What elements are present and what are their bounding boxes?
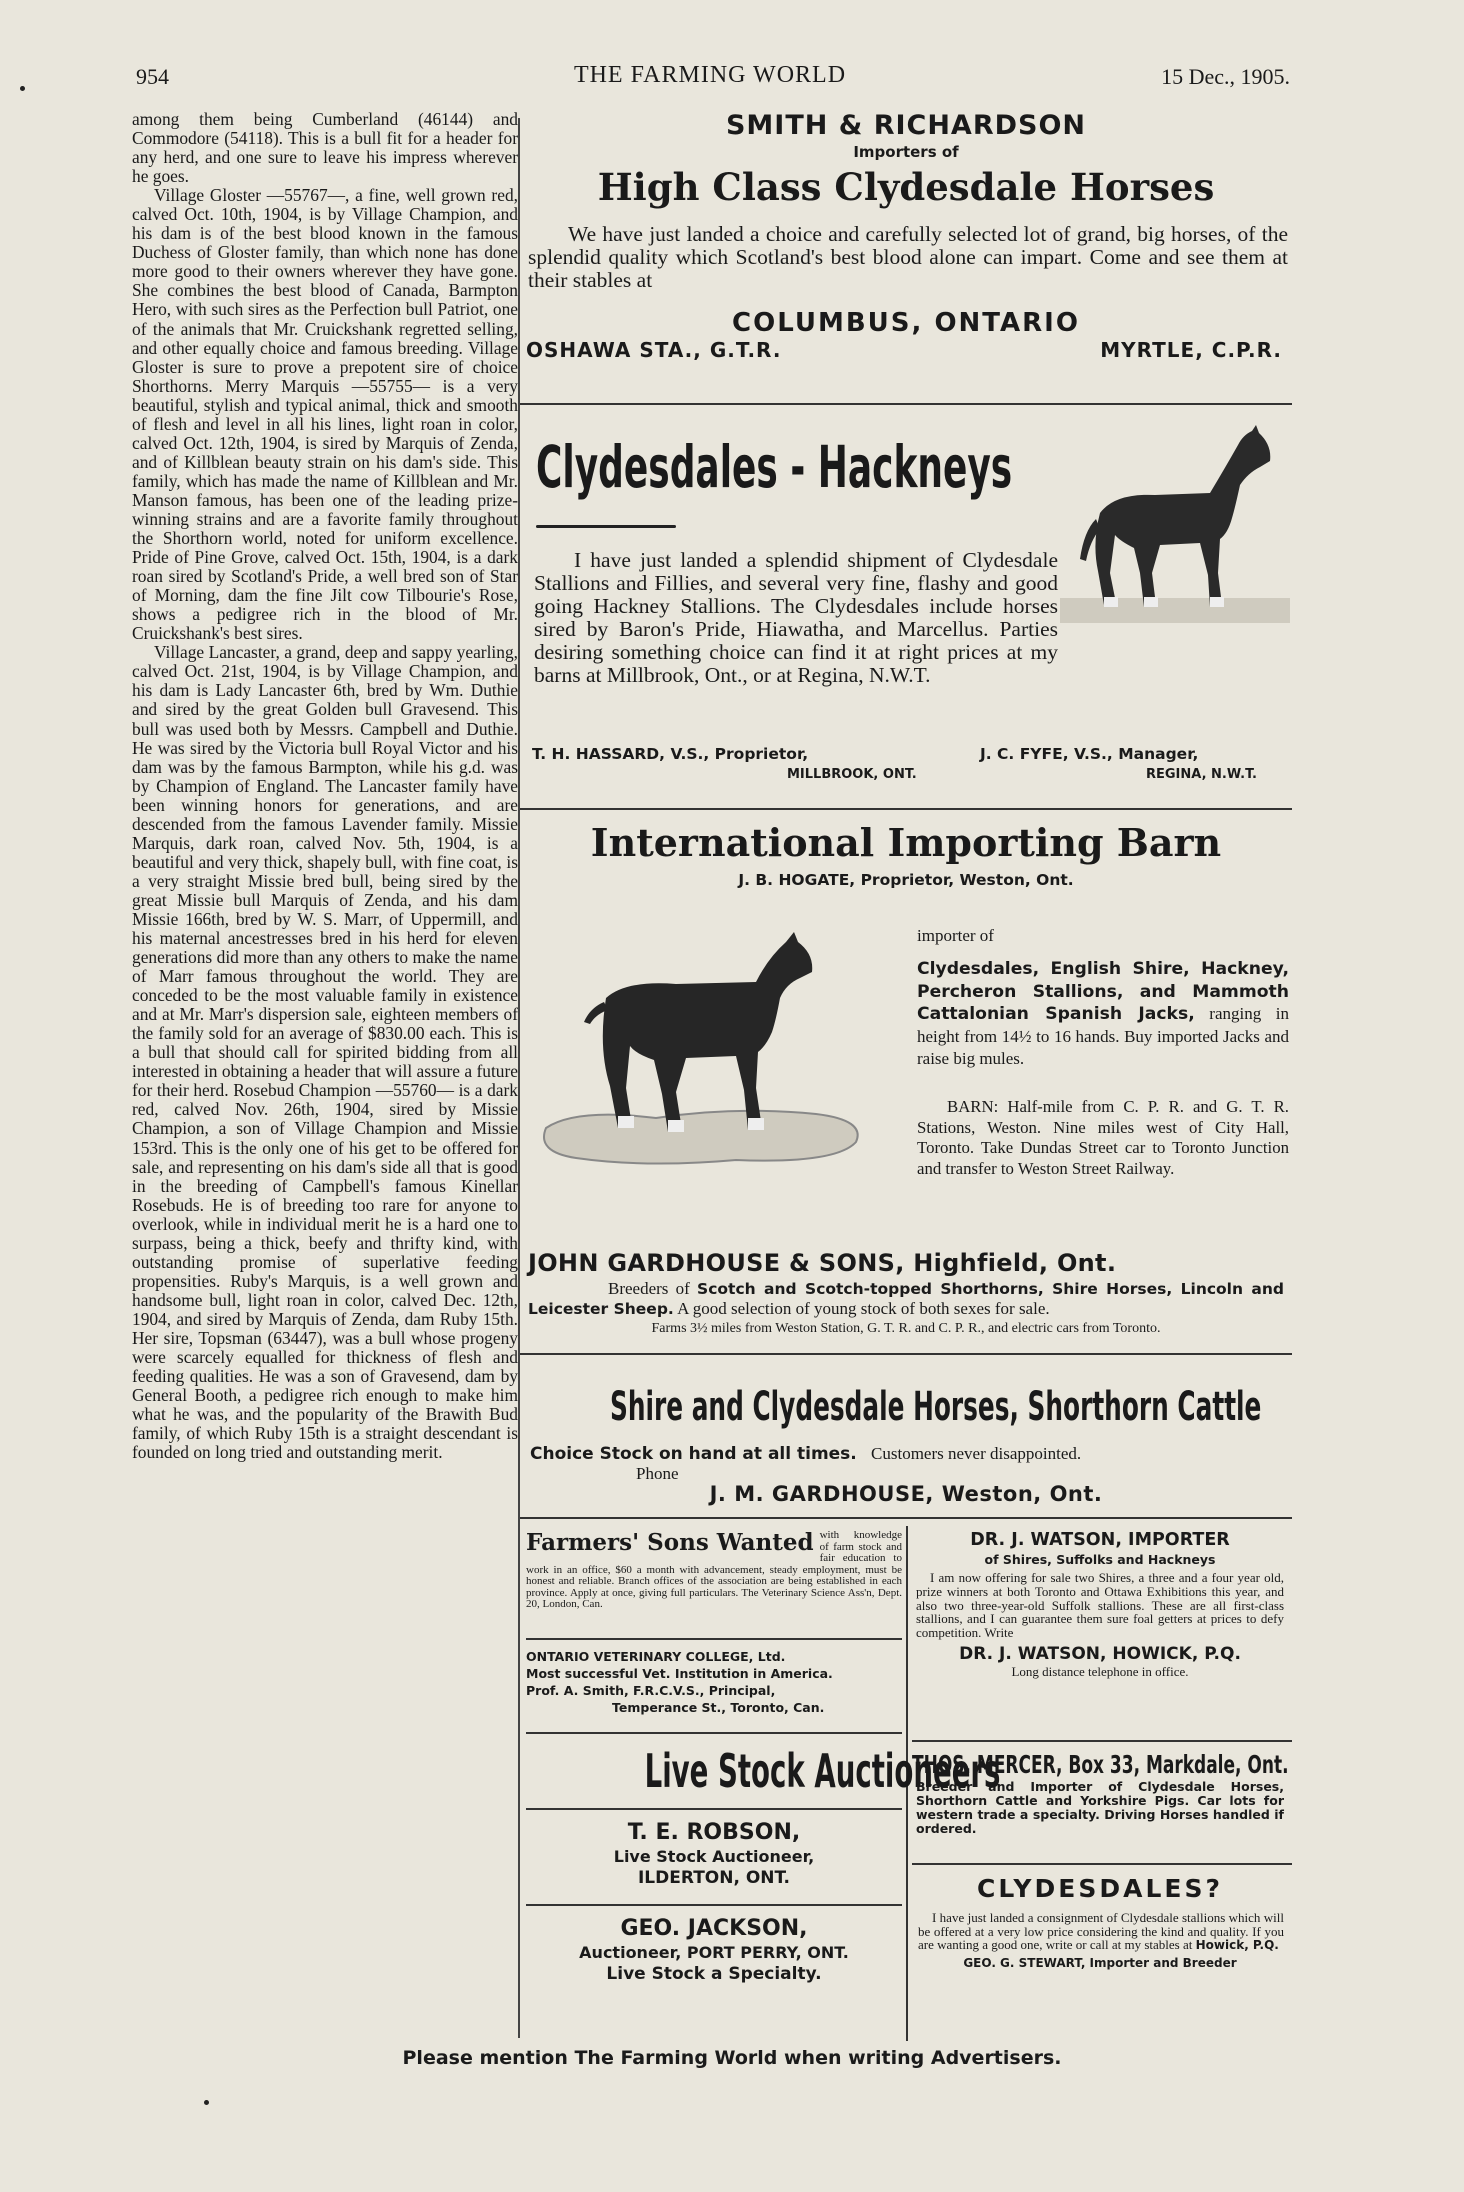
ad-headline: Farmers' Sons Wanted <box>526 1529 814 1556</box>
ad-body-top <box>534 549 1058 687</box>
college-name: ONTARIO VETERINARY COLLEGE, Ltd. <box>526 1649 786 1664</box>
page-header <box>130 60 1290 100</box>
ad-body: A good selection of young stock of both sexes for sale. <box>677 1299 1050 1318</box>
ad-divider <box>520 1353 1292 1355</box>
article-column <box>132 110 518 2045</box>
ad-body: Breeder and Importer of Clydesdale Horses, Shorthorn Cattle and Yorkshire Pigs. Car lots for western trade a specialty. Driving Horses handled if ordered. <box>916 1779 1284 1836</box>
robson-place: ILDERTON, ONT. <box>637 1868 790 1888</box>
robson-name: T. E. ROBSON, <box>627 1820 801 1845</box>
ad-headline: International Importing Barn <box>590 820 1222 865</box>
ad-divider <box>520 808 1292 810</box>
ad-station-left: OSHAWA STA., G.T.R. <box>526 338 782 362</box>
ad-headline: DR. J. WATSON, IMPORTER <box>970 1530 1230 1550</box>
jackson-specialty: Live Stock a Specialty. <box>606 1964 822 1984</box>
article-paragraph: Village Lancaster, a grand, deep and sappy yearling, calved Oct. 21st, 1904, is by Village Champion, and his dam is Lady Lancaster 6th, bred by Wm. Duthie and sired by the great Golden bull Gravesend. This bull was used both by Messrs. Campbell and Duthie. He was sired by the Victoria bull Royal Victor and his dam was by the famous Barmpton, while his g.d. was by Champion of England. The Lancaster family have been winning honors for generations, and are descended from the famous Lavender family. Missie Marquis, dark roan, calved Nov. 5th, 1904, is a beautiful and very thick, shapely bull, with fine coat, is a very straight Missie bred bull, being sired by the great Missie bull Marquis of Zenda, and his dam Missie 166th, bred by W. S. Marr, of Uppermill, and his maternal ancestresses bred in his herd for eleven generations did more than any others to make the name of Marr famous throughout the world. They are conceded to be the most valuable family in existence and at Mr. Marr's dispersion sale, eighteen members of the family sold for an average of $830.00 each. This is a bull that should call for spirited bidding from all interested in obtaining a header that will assure a future for their herd. Rosebud Champion —55760— is a dark red, calved Nov. 26th, 1904, sired by Missie Champion, a son of Village Champion and Missie 153rd. This is the only one of his get to be offered for sale, and representing on his dam's side all that is good in the breeding of Campbell's famous Kinellar Rosebuds. He is of breeding too rare for anyone to overlook, while in individual merit he is a hard one to surpass, being a thick, beefy and thrifty kind, with outstanding promise of superlative feeding propensities. Ruby's Marquis, is a well grown and handsome bull, light roan in color, calved Dec. 12th, 1904, and sired by Marquis of Zenda, dam Ruby 15th. Her sire, Topsman (63447), was a bull whose progeny were scarcely equalled for thickness of flesh and feeding qualities. He was a son of Gravesend, dam by General Booth, a pedigree rich enough to make him what he was, and the popularity of the Brawith Bud family, of which Ruby 15th is a straight descendant is founded on long tried and outstanding merit. <box>132 642 518 1463</box>
advertisement-column <box>520 108 1292 2048</box>
ad-divider <box>526 1904 902 1906</box>
ad-headline: JOHN GARDHOUSE & SONS, Highfield, Ont. <box>528 1249 1117 1277</box>
college-address: Temperance St., Toronto, Can. <box>612 1700 825 1715</box>
ad-headline: CLYDESDALES? <box>977 1874 1223 1903</box>
ad-body: I am now offering for sale two Shires, a three and a four year old, prize winners at both Toronto and Ottawa Exhibitions this year, and also two three-year-old Suffolk stallions. These are all first-class stallions, and I can guarantee them sure foal getters at prices to defy competition. Write <box>916 1570 1284 1641</box>
ad-name: DR. J. WATSON, HOWICK, P.Q. <box>959 1643 1241 1664</box>
robson-title: Live Stock Auctioneer, <box>613 1847 815 1866</box>
ad-proprietor: J. B. HOGATE, Proprietor, Weston, Ont. <box>738 871 1074 889</box>
ad-hogate-importing-barn <box>520 820 1292 1310</box>
jackson-place: Auctioneer, PORT PERRY, ONT. <box>579 1943 849 1962</box>
clydesdale-horse-illustration <box>1060 423 1290 633</box>
manager-place: REGINA, N.W.T. <box>1146 767 1257 782</box>
ad-place: Howick, P.Q. <box>1195 1938 1279 1952</box>
ad-divider <box>912 1740 1292 1742</box>
ad-name: J. M. GARDHOUSE, Weston, Ont. <box>709 1482 1103 1506</box>
ad-farmers-sons-wanted <box>526 1530 902 1611</box>
ad-divider <box>520 403 1292 405</box>
article-paragraph: Village Gloster —55767—, a fine, well grown red, calved Oct. 10th, 1904, is by Village Champion, and his dam is of the best blood known in the famous Duchess of Gloster family, than which none has done more good to their owners wherever they have gone. She combines the best blood of Canada, Barmpton Hero, with such sires as the Perfection bull Patriot, one of the animals that Mr. Cruickshank regretted selling, and other equally choice and famous breeding. Village Gloster is sure to prove a prepotent sire of choice Shorthorns. Merry Marquis —55755— is a very beautiful, stylish and typical animal, thick and smooth of flesh and level in all his lines, light roan in color, calved Oct. 12th, 1904, is sired by Marquis of Zenda, and of Killblean beauty strain on his dam's side. This family, which has made the name of Killblean and Mr. Manson famous, has been one of the leading prize-winning strains and are a favorite family throughout the Shorthorn world, noted for uniform excellence. Pride of Pine Grove, calved Oct. 15th, 1904, is a dark roan sired by Scotland's Pride, a well bred son of Star of Morning, dam the fine Jilt cow Tilbourie's Rose, shows a pedigree rich in the blood of Mr. Cruickshank's best sires. <box>132 185 518 644</box>
ad-divider <box>912 1863 1292 1865</box>
ad-body: I have just landed a splendid shipment of Clydesdale Stallions and Fillies, and several very fine, flashy and good going Hackney Stallions. The Clydesdales include horses sired by Baron's Pride, Hiawatha, and Marcellus. Parties desiring something choice can find it at right prices at my barns at Millbrook, Ont., or at Regina, N.W.T. <box>534 548 1058 687</box>
ad-body: We have just landed a choice and carefully selected lot of grand, big horses, of the splendid quality which Scotland's best blood alone can impart. Come and see them at their stables at <box>528 222 1288 292</box>
ad-breeds: Scotch and Scotch-topped Shorthorns, Shire Horses, Lincoln and Leicester Sheep. <box>528 1280 1285 1318</box>
ad-choice: Choice Stock on hand at all times. <box>530 1444 857 1464</box>
ad-thos-mercer <box>912 1750 1288 1836</box>
proprietor-place: MILLBROOK, ONT. <box>787 767 917 782</box>
shire-horse-illustration <box>536 928 872 1172</box>
jackson-name: GEO. JACKSON, <box>620 1916 808 1941</box>
headline-flourish <box>536 525 676 528</box>
ad-geo-stewart <box>912 1874 1288 1970</box>
ad-barn: BARN: Half-mile from C. P. R. and G. T. R. Stations, Weston. Nine miles west of City Hall, Toronto. Take Dundas Street car to Toronto Junction and transfer to Weston Street Railway. <box>917 1097 1289 1178</box>
proprietor-name: T. H. HASSARD, V.S., Proprietor, <box>532 745 809 763</box>
manager-name: J. C. FYFE, V.S., Manager, <box>980 745 1199 763</box>
college-principal: Prof. A. Smith, F.R.C.V.S., Principal, <box>526 1683 776 1698</box>
ad-subtitle: of Shires, Suffolks and Hackneys <box>984 1552 1216 1567</box>
print-speck <box>204 2100 209 2105</box>
ad-ontario-veterinary-college <box>526 1648 902 1716</box>
ad-advertiser-name: SMITH & RICHARDSON <box>725 110 1087 141</box>
page-number: 954 <box>136 64 169 89</box>
ad-body: with knowledge of farm stock and fair education to work in an office, $60 a month with advancement, steady employment, must be honest and reliable. Branch offices of the association are being established in each province. Apply at once, giving full particulars. The Veterinary Science Ass'n, Dept. 20, London, Can. <box>526 1529 902 1610</box>
ad-headline: Live Stock Auctioneers <box>644 1744 1001 1798</box>
ad-smith-richardson <box>520 108 1292 408</box>
print-speck <box>20 86 25 91</box>
college-claim: Most successful Vet. Institution in America. <box>526 1666 833 1681</box>
ad-phone: Long distance telephone in office. <box>1011 1663 1189 1679</box>
ad-live-stock-auctioneers <box>526 1744 1001 1984</box>
ad-divider <box>526 1808 902 1810</box>
ad-location: COLUMBUS, ONTARIO <box>732 308 1080 338</box>
article-paragraph: among them being Cumberland (46144) and Commodore (54118). This is a bull fit for a header for any herd, and one sure to leave his impress wherever he goes. <box>132 110 518 187</box>
ad-phone: Phone <box>636 1464 679 1483</box>
issue-date: 15 Dec., 1905. <box>1161 64 1290 89</box>
ad-height: ranging in height from 14½ to 16 hands. Buy imported Jacks and raise big mules. <box>917 1004 1290 1068</box>
ad-divider <box>520 1517 1292 1519</box>
ad-headline: High Class Clydesdale Horses <box>597 165 1215 209</box>
ad-body-right <box>917 958 1289 1071</box>
ad-john-gardhouse-sons <box>520 1241 1292 1341</box>
ad-subtitle: Importers of <box>853 143 959 161</box>
ad-body: I have just landed a consignment of Clydesdale stallions which will be offered at a very low price considering the kind and quality. If you are wanting a good one, write or call at my stables at <box>918 1910 1284 1952</box>
ad-headline: Shire and Clydesdale Horses, Shorthorn Cattle <box>610 1384 1262 1430</box>
ad-customers: Customers never disappointed. <box>871 1444 1082 1463</box>
ad-divider <box>526 1732 902 1734</box>
ad-name: GEO. G. STEWART, Importer and Breeder <box>963 1955 1237 1970</box>
ad-farms: Farms 3½ miles from Weston Station, G. T. R. and C. P. R., and electric cars from Toronto. <box>651 1321 1161 1336</box>
masthead: THE FARMING WORLD <box>573 62 847 88</box>
page-footer: Please mention The Farming World when writing Advertisers. <box>402 2047 1062 2069</box>
ad-dr-watson <box>912 1530 1288 1680</box>
ad-breeds: Clydesdales, English Shire, Hackney, Percheron Stallions, and Mammoth Cattalonian Spanish Jacks, <box>917 959 1289 1024</box>
ad-headline: THOS. MERCER, Box 33, Markdale, Ont. <box>912 1750 1289 1779</box>
ad-divider <box>526 1638 902 1640</box>
ad-station-right: MYRTLE, C.P.R. <box>1100 338 1282 362</box>
ad-importer-of: importer of <box>917 926 994 945</box>
ad-jm-gardhouse <box>520 1364 1292 1504</box>
ad-breeders: Breeders of <box>608 1279 690 1298</box>
ad-headline: Clydesdales - Hackneys <box>536 433 1013 501</box>
